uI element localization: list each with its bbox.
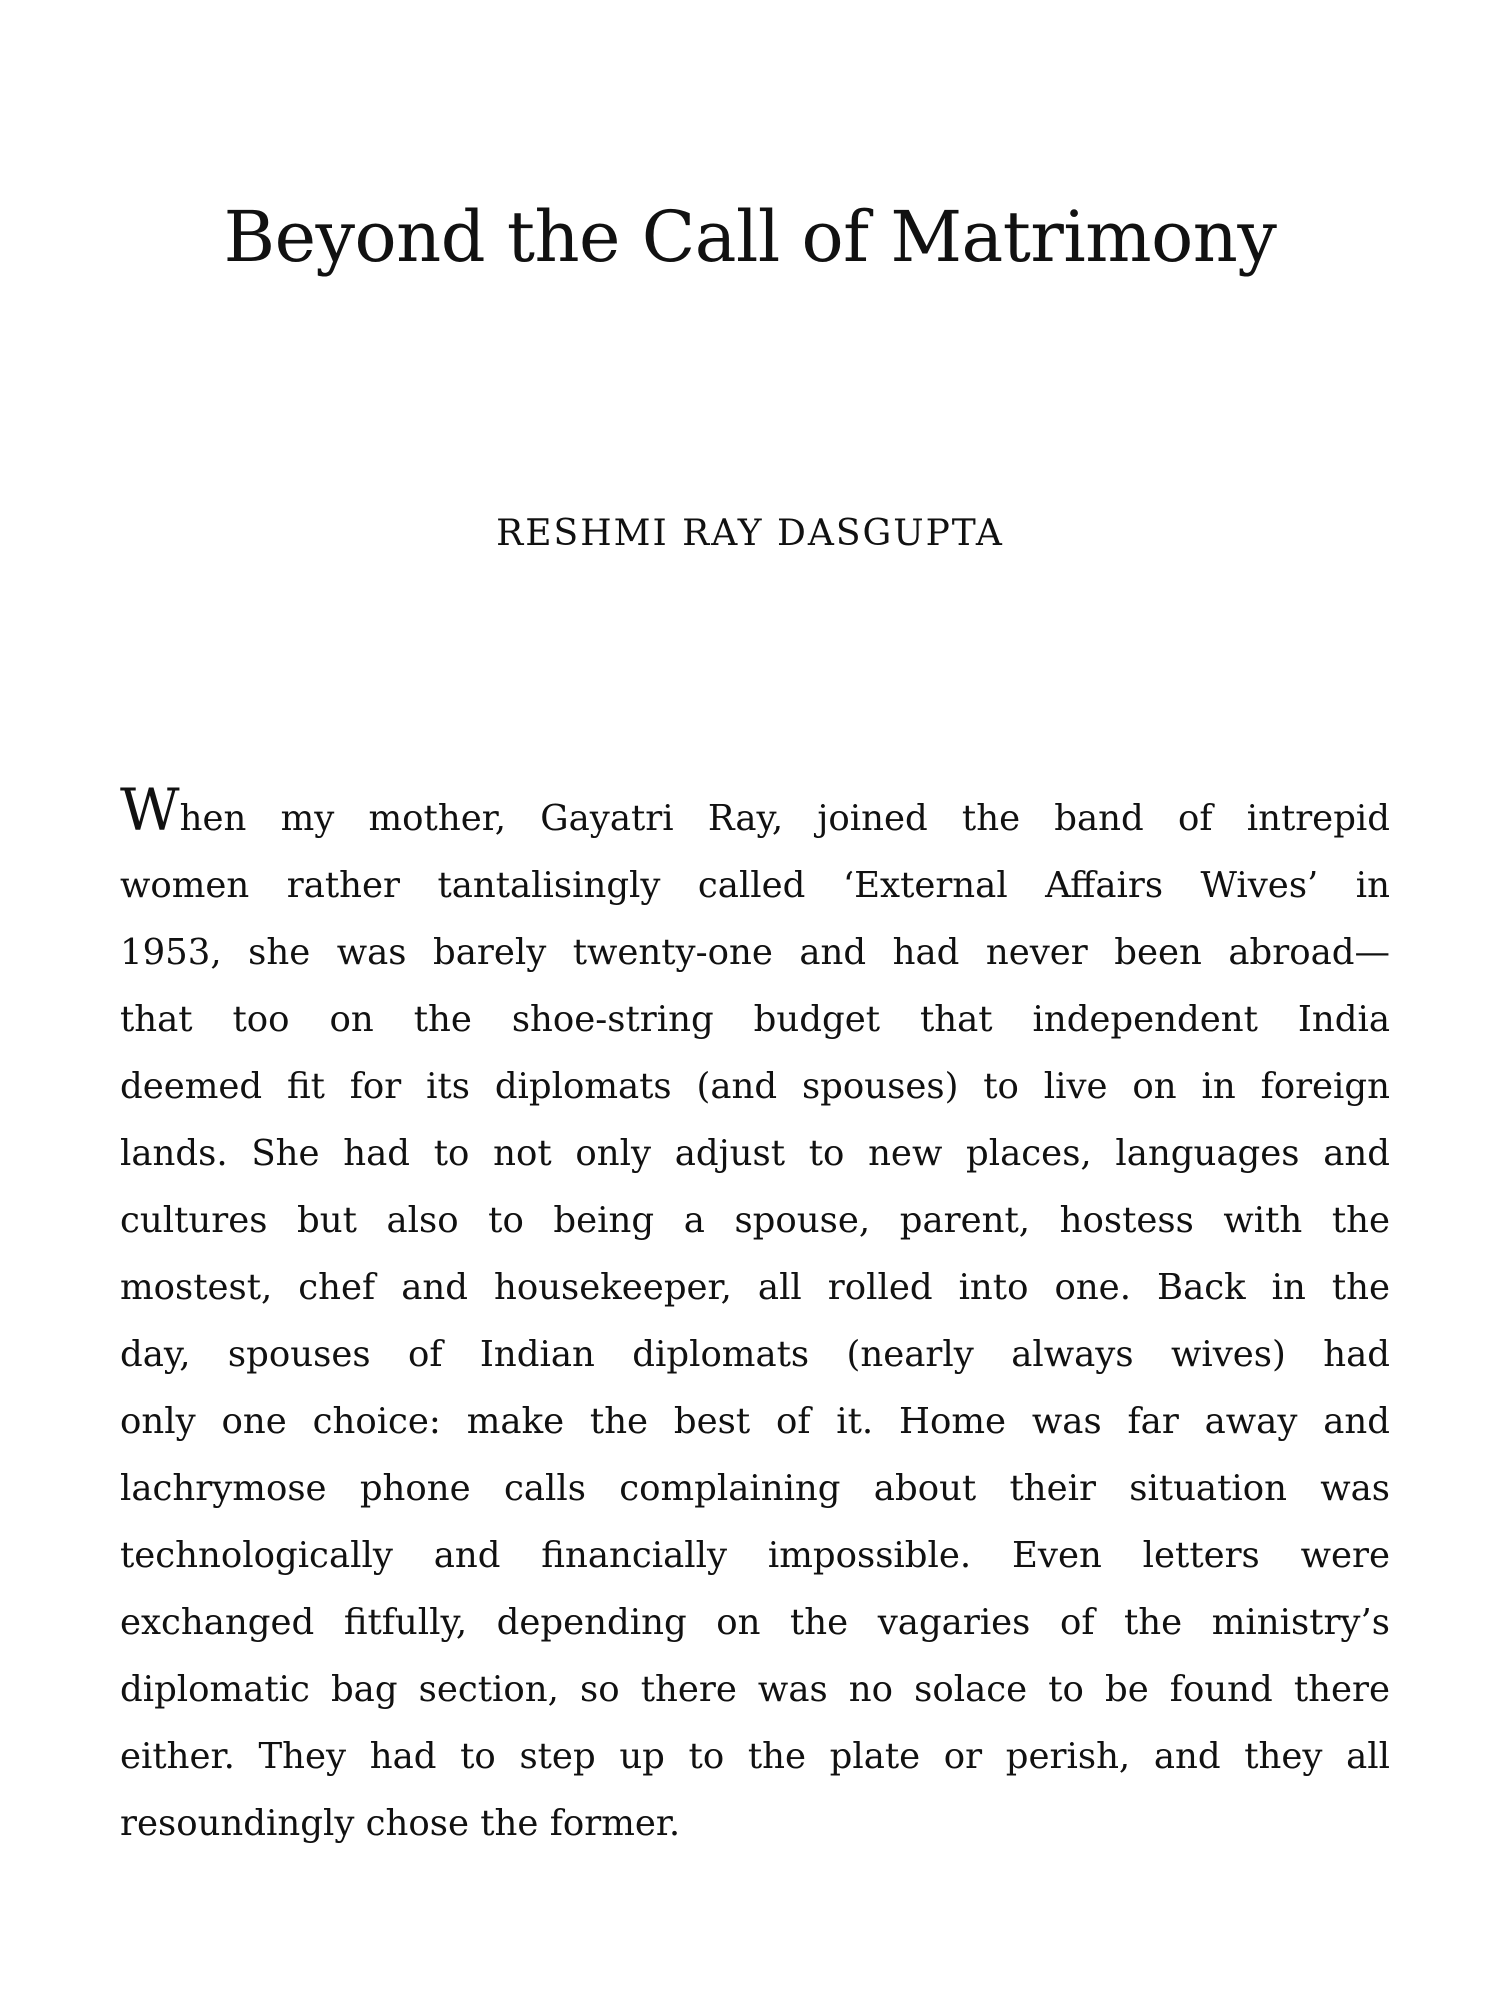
paragraph-line: lands. She had to not only adjust to new places, languages and bbox=[120, 1133, 1390, 1174]
paragraph-line: only one choice: make the best of it. Home was far away and bbox=[120, 1401, 1390, 1442]
paragraph-line: diplomatic bag section, so there was no solace to be found there bbox=[120, 1669, 1390, 1710]
drop-cap: W bbox=[120, 776, 180, 844]
paragraph-line: 1953, she was barely twenty-one and had never been abroad— bbox=[120, 932, 1390, 973]
paragraph-line bbox=[120, 776, 1390, 852]
paragraph-line: cultures but also to being a spouse, parent, hostess with the bbox=[120, 1200, 1390, 1241]
paragraph-line: either. They had to step up to the plate or perish, and they all bbox=[120, 1736, 1390, 1777]
chapter-author: RESHMI RAY DASGUPTA bbox=[496, 513, 1004, 554]
paragraph-line: women rather tantalisingly called ‘External Affairs Wives’ in bbox=[120, 865, 1390, 906]
paragraph-line: that too on the shoe-string budget that independent India bbox=[120, 999, 1390, 1040]
paragraph-line: exchanged fitfully, depending on the vagaries of the ministry’s bbox=[120, 1602, 1390, 1643]
chapter-title: Beyond the Call of Matrimony bbox=[223, 196, 1277, 278]
paragraph-line: resoundingly chose the former. bbox=[120, 1803, 681, 1844]
paragraph-line: day, spouses of Indian diplomats (nearly always wives) had bbox=[120, 1334, 1390, 1375]
paragraph-line: lachrymose phone calls complaining about their situation was bbox=[120, 1468, 1390, 1509]
paragraph-line: technologically and financially impossible. Even letters were bbox=[120, 1535, 1390, 1576]
paragraph-line-text: hen my mother, Gayatri Ray, joined the band of intrepid bbox=[179, 798, 1390, 839]
paragraph-line: deemed fit for its diplomats (and spouses) to live on in foreign bbox=[120, 1066, 1390, 1107]
paragraph-line: mostest, chef and housekeeper, all rolled into one. Back in the bbox=[120, 1267, 1390, 1308]
body-paragraph bbox=[120, 776, 1390, 1857]
